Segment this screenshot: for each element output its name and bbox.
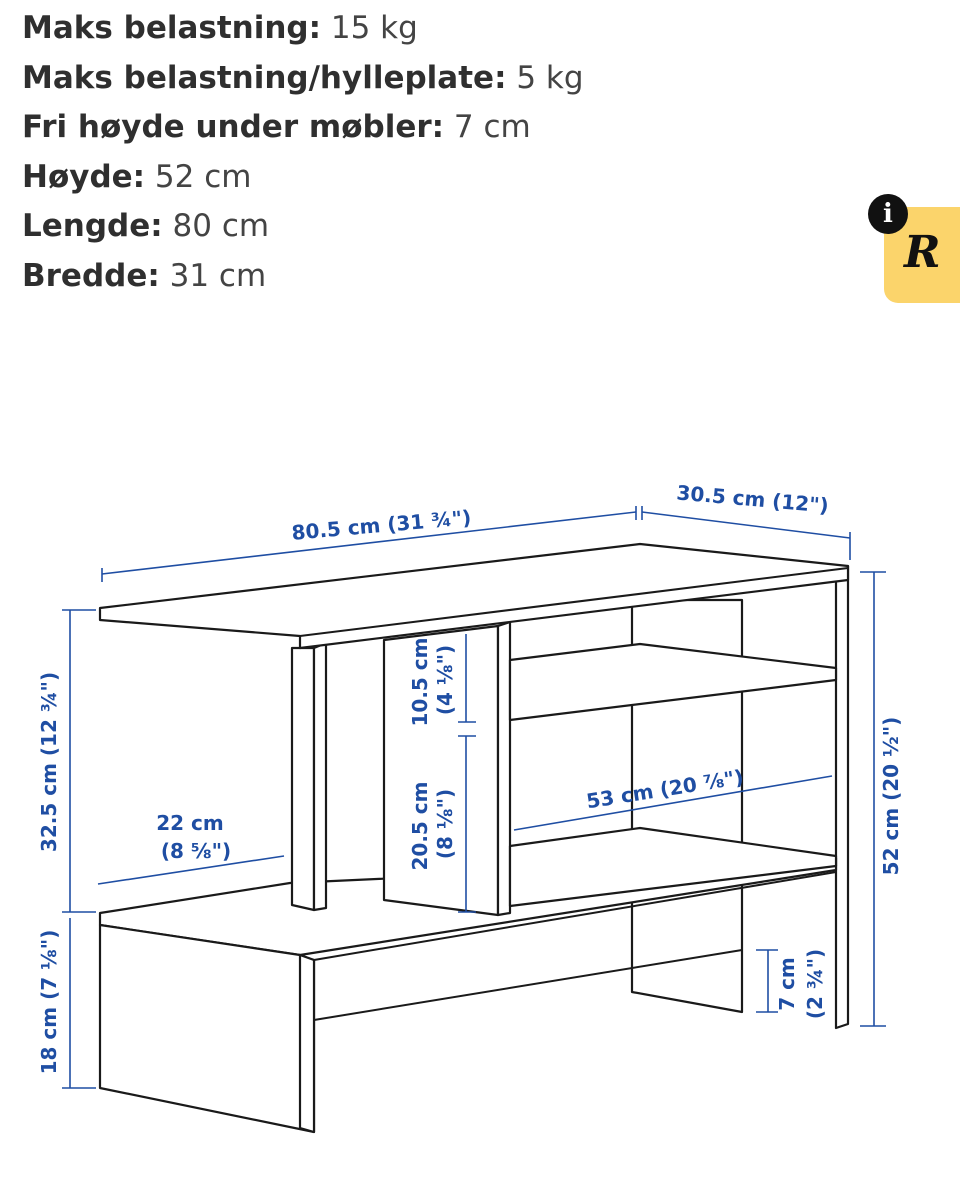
shelf-width-label: 53 cm (20 ⅞") bbox=[584, 764, 746, 814]
bottom-gap-cm-label: 20.5 cm bbox=[408, 781, 432, 871]
seat-depth-cm-label: 22 cm bbox=[156, 811, 224, 835]
spec-label: Fri høyde under møbler: bbox=[22, 109, 445, 146]
spec-value: 5 kg bbox=[516, 59, 584, 96]
right-side-panel bbox=[836, 566, 848, 1028]
spec-label: Maks belastning: bbox=[22, 10, 322, 46]
clearance-in-label: (2 ¾") bbox=[803, 948, 827, 1020]
spec-label: Høyde: bbox=[22, 158, 146, 195]
left-divider bbox=[292, 648, 314, 910]
spec-value: 15 kg bbox=[330, 10, 418, 46]
lower-panel-edge bbox=[300, 955, 314, 1132]
length-label: 80.5 cm (31 ¾") bbox=[290, 505, 473, 545]
spec-label: Maks belastning/hylleplate: bbox=[22, 59, 507, 96]
clearance-cm-label: 7 cm bbox=[775, 957, 799, 1011]
upper-height-label: 32.5 cm (12 ¾") bbox=[37, 671, 61, 853]
lower-height-label: 18 cm (7 ⅛") bbox=[37, 929, 61, 1075]
logo-r-icon: R bbox=[904, 227, 941, 278]
bottom-gap-in-label: (8 ⅛") bbox=[433, 788, 457, 860]
spec-value: 52 cm bbox=[154, 158, 252, 195]
spec-label: Lengde: bbox=[22, 208, 163, 245]
spec-value: 80 cm bbox=[172, 208, 270, 245]
top-gap-cm-label: 10.5 cm bbox=[408, 637, 432, 727]
left-divider-edge bbox=[314, 643, 326, 910]
spec-value: 7 cm bbox=[453, 109, 531, 146]
info-icon[interactable]: i bbox=[868, 194, 908, 234]
center-divider-edge bbox=[498, 622, 510, 915]
bench-outline bbox=[100, 544, 848, 1132]
spec-value: 31 cm bbox=[169, 257, 267, 294]
front-lower-panel bbox=[100, 925, 314, 1132]
seat-depth-in-label: (8 ⅝") bbox=[160, 839, 232, 863]
spec-label: Bredde: bbox=[22, 257, 160, 294]
top-gap-in-label: (4 ⅛") bbox=[433, 644, 457, 716]
depth-label: 30.5 cm (12") bbox=[675, 480, 830, 518]
total-height-label: 52 cm (20 ½") bbox=[879, 716, 903, 876]
